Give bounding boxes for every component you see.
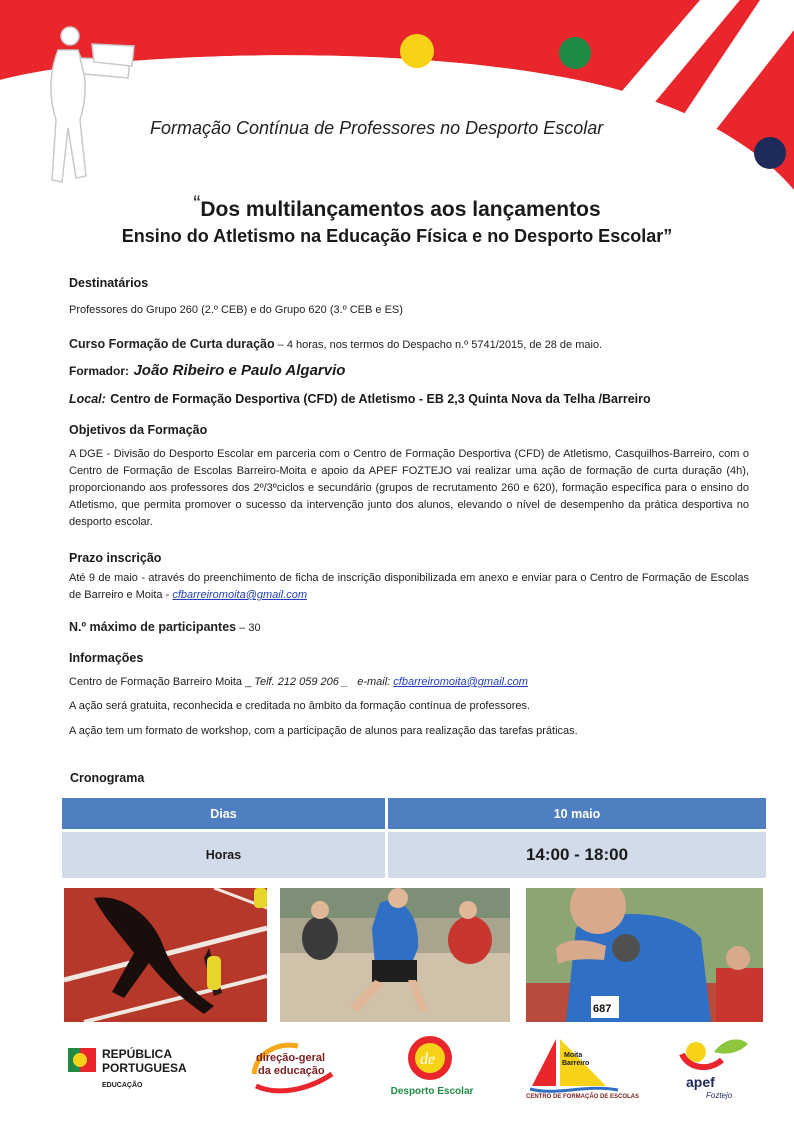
apef-text: apef [686, 1074, 715, 1090]
curso-label: Curso Formação de Curta duração [69, 337, 275, 351]
photo-student-jump [280, 888, 510, 1022]
destinatarios-text: Professores do Grupo 260 (2.º CEB) e do Grupo 620 (3.º CEB e ES) [69, 304, 403, 316]
informacoes-line-2: A ação será gratuita, reconhecida e creditada no âmbito da formação contínua de professores. [69, 700, 531, 712]
desporto-escolar-text: Desporto Escolar [390, 1086, 474, 1097]
apef-subtext: Foztejo [706, 1091, 733, 1100]
republica-line-3: EDUCAÇÃO [102, 1082, 143, 1089]
prazo-text [69, 570, 749, 604]
svg-text:687: 687 [593, 1003, 612, 1015]
participantes-label: N.º máximo de participantes [69, 620, 237, 634]
curso-line [69, 336, 749, 354]
teacher-figure-icon [51, 27, 134, 182]
title-line-1 [0, 192, 794, 222]
participantes-text: – 30 [236, 622, 261, 634]
header-banner [0, 0, 794, 200]
photo-track-shadow [64, 888, 267, 1022]
formador-names: João Ribeiro e Paulo Algarvio [133, 362, 346, 379]
contact-prefix: Centro de Formação Barreiro Moita _ [69, 676, 255, 688]
table-row [62, 832, 766, 878]
prazo-body: Até 9 de maio - através do preenchimento de ficha de inscrição disponibilizada em anexo e enviar para o Centro de Formação de Escolas de Barreiro e Moita - [69, 572, 749, 601]
cfe-line-1: Moita [564, 1052, 583, 1059]
participantes-line [69, 619, 749, 637]
green-dot [559, 37, 591, 69]
dge-line-1: direção-geral [256, 1052, 326, 1064]
dge-line-2: da educação [258, 1065, 325, 1077]
logo-desporto-escolar [380, 1034, 484, 1106]
logo-centro-formacao-escolas [526, 1034, 640, 1106]
navy-dot [754, 137, 786, 169]
logo-republica-portuguesa [68, 1034, 193, 1106]
objetivos-text: A DGE - Divisão do Desporto Escolar em parceria com o Centro de Formação Desportiva (CFD) de Atletismo, Casquilhos-Barreiro, com o Centro de Formação de Escolas Barreiro-Moita e apoio da APEF FOZTEJO vai realizar uma ação de formação de curta duração (4h), proporcionando aos professores dos 2º/3ºciclos e secundário (grupos de recrutamento 260 e 620), formação específica para o ensino do Atletismo, que permita promover o sucesso da intervenção junto dos alunos, elevando o nível de desempenho da prática desportiva no desporto escolar. [69, 448, 749, 528]
logo-dge [248, 1034, 338, 1106]
cfe-footer: CENTRO DE FORMAÇÃO DE ESCOLAS [526, 1094, 640, 1100]
title-line-2: Ensino do Atletismo na Educação Física e no Desporto Escolar” [121, 226, 673, 246]
local-label: Local: [69, 392, 106, 406]
header-subtitle: Formação Contínua de Professores no Desporto Escolar [150, 118, 604, 138]
local-text: Centro de Formação Desportiva (CFD) de Atletismo - EB 2,3 Quinta Nova da Telha /Barreiro [110, 392, 651, 406]
local-line [69, 390, 749, 408]
open-quote: “ [193, 192, 201, 215]
destinatarios-label: Destinatários [69, 276, 149, 290]
republica-line-2: PORTUGUESA [102, 1061, 187, 1075]
contact-email-link[interactable]: cfbarreiromoita@gmail.com [393, 676, 528, 688]
formador-line [69, 362, 749, 380]
informacoes-line-3: A ação tem um formato de workshop, com a participação de alunos para realização das tarefas práticas. [69, 725, 578, 737]
table-header-dias: Dias [62, 798, 388, 829]
photo-shot-put [526, 888, 763, 1022]
yellow-dot [400, 34, 434, 68]
table-cell-time: 14:00 - 18:00 [388, 832, 766, 878]
republica-line-1: REPÚBLICA [102, 1047, 173, 1061]
objetivos-label: Objetivos da Formação [69, 423, 208, 437]
curso-text: – 4 horas, nos termos do Despacho n.º 5741/2015, de 28 de maio. [274, 339, 603, 351]
table-header-date: 10 maio [388, 798, 766, 829]
cronograma-table [62, 795, 766, 881]
contact-email-label: e-mail: [357, 676, 394, 688]
contact-phone: Telf. 212 059 206 _ [254, 676, 349, 688]
cronograma-label: Cronograma [70, 771, 145, 785]
formador-label: Formador: [69, 364, 129, 378]
document-title [0, 192, 794, 247]
prazo-label: Prazo inscrição [69, 551, 162, 565]
informacoes-contact [69, 674, 749, 691]
cfe-line-2: Barreiro [562, 1060, 590, 1067]
informacoes-label: Informações [69, 651, 144, 665]
logo-apef-foztejo [678, 1034, 750, 1106]
svg-text:de: de [420, 1051, 436, 1068]
title-line-1-text: Dos multilançamentos aos lançamentos [200, 198, 601, 221]
prazo-email-link[interactable]: cfbarreiromoita@gmail.com [172, 589, 307, 601]
table-cell-horas: Horas [62, 832, 388, 878]
table-header-row [62, 798, 766, 829]
